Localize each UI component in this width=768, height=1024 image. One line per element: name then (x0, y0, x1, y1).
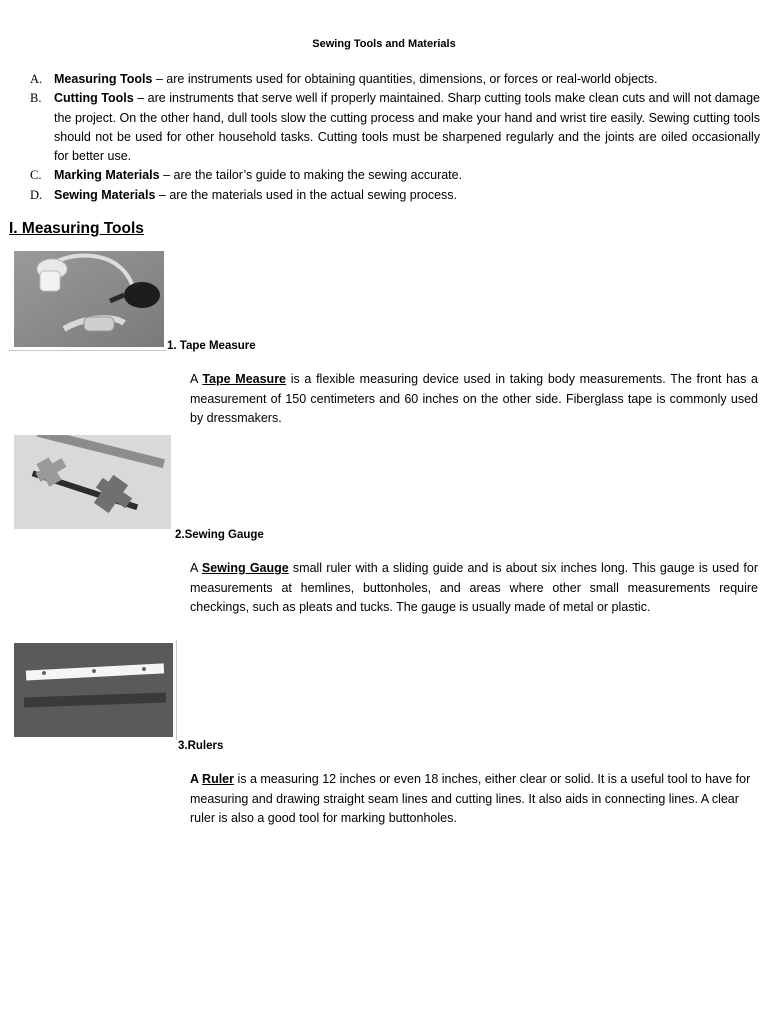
description-lead: A (190, 561, 202, 575)
sewing-gauge-photo (14, 435, 171, 529)
rulers-photo (14, 643, 173, 737)
document-title: Sewing Tools and Materials (312, 38, 456, 50)
tape-measure-photo (14, 251, 164, 347)
tool-term: Ruler (202, 772, 234, 786)
category-item (30, 89, 760, 166)
tool-description (190, 770, 758, 829)
category-description: – are instruments that serve well if properly maintained. Sharp cutting tools make clean cuts and will not damage the project. On the other hand, dull tools slow the cutting process and make your hand and wrist tire easily. Sewing cutting tools should not be used for other household tasks. Cutting tools must be sharpened regularly and the joints are oiled occasionally for better use. (54, 91, 760, 164)
category-item (30, 166, 760, 185)
category-letter: D. (30, 187, 43, 202)
category-item (30, 186, 760, 205)
description-text: is a measuring 12 inches or even 18 inches, either clear or solid. It is a useful tool to have for measuring and drawing straight seam lines and cutting lines. It also aids in connecting lines. A clear ruler is also a good tool for marking buttonholes. (190, 772, 751, 825)
description-text: is a flexible measuring device used in taking body measurements. The front has a measurement of 150 centimeters and 60 inches on the other side. Fiberglass tape is commonly used by dressmakers. (190, 372, 758, 425)
description-text: small ruler with a sliding guide and is about six inches long. This gauge is used for measurements at hemlines, buttonholes, and areas where other small measurements require checkings, such as pleats and tucks. The gauge is usually made of metal or plastic. (190, 561, 758, 614)
section-heading: I. Measuring Tools (9, 220, 144, 237)
tool-title: 2.Sewing Gauge (175, 529, 264, 541)
category-item (30, 70, 760, 89)
tool-description (190, 370, 758, 429)
tool-title: 1. Tape Measure (167, 340, 256, 352)
category-description: – are the materials used in the actual sewing process. (155, 187, 457, 202)
category-letter: C. (30, 168, 42, 183)
category-name: Sewing Materials (54, 187, 156, 202)
category-letter: B. (30, 91, 42, 106)
tool-term: Sewing Gauge (201, 561, 289, 575)
photo-underline (9, 350, 167, 351)
category-letter: A. (30, 72, 43, 86)
category-list (30, 70, 760, 205)
category-name: Cutting Tools (54, 91, 134, 106)
category-description: – are the tailor’s guide to making the sewing accurate. (159, 168, 463, 183)
description-lead: A (190, 372, 203, 386)
tool-term: Tape Measure (202, 372, 287, 386)
category-description: – are instruments used for obtaining quantities, dimensions, or forces or real-world objects. (152, 72, 658, 86)
tool-description (190, 559, 758, 618)
category-name: Marking Materials (54, 168, 160, 183)
description-lead: A (190, 772, 203, 786)
photo-divider (176, 640, 177, 740)
category-name: Measuring Tools (54, 72, 153, 86)
tool-title: 3.Rulers (178, 740, 224, 752)
